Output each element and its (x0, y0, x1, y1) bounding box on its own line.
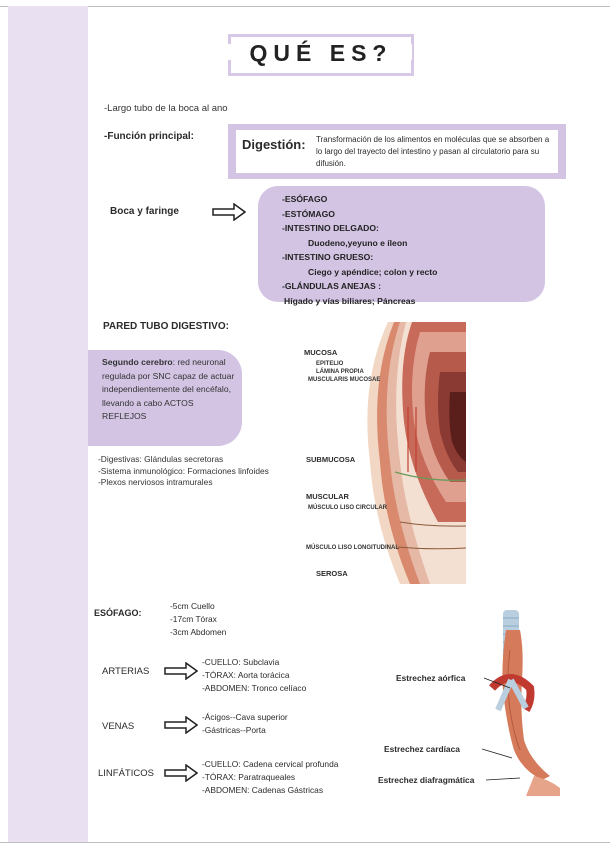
linfaticos-list (202, 758, 338, 797)
linfatico-item: -ABDOMEN: Cadenas Gástricas (202, 785, 324, 795)
arrow-right-icon (164, 716, 198, 734)
vena-item: -Gástricas--Porta (202, 725, 266, 735)
digestion-definition: Transformación de los alimentos en moléculas que se absorben a lo largo del trayecto del intestino y pasan al circulatorio para su difusión. (316, 135, 550, 168)
pared-heading: PARED TUBO DIGESTIVO: (103, 321, 229, 332)
bottom-border (0, 842, 610, 843)
arrow-right-icon (212, 203, 246, 221)
vena-item: -Ácigos--Cava superior (202, 712, 288, 722)
pared-item: -Sistema inmunológico: Formaciones linfoides (98, 465, 269, 476)
estrechez-cardiaca: Estrechez cardíaca (384, 744, 460, 754)
segundo-cerebro-desc: : red neuronal regulada por SNC capaz de actuar independientemente del encéfalo, llevando a cabo ACTOS REFLEJOS (102, 357, 235, 421)
organ-estomago: -ESTÓMAGO (282, 208, 335, 219)
top-border (0, 6, 610, 7)
digestion-term: Digestión: (242, 137, 306, 152)
label-submucosa: SUBMUCOSA (306, 455, 356, 464)
label-epitelio: EPITELIO (316, 361, 344, 367)
arterias-list (202, 656, 306, 695)
label-mucosa: MUCOSA (304, 348, 338, 357)
estrechez-diafragmatica: Estrechez diafragmática (378, 775, 475, 785)
arterias-label: ARTERIAS (102, 666, 150, 677)
label-muscularis-mucosae: MUSCULARIS MUCOSAE (308, 377, 381, 383)
arrow-right-icon (164, 764, 198, 782)
length-item: -5cm Cuello (170, 601, 215, 611)
pointer-lines (470, 674, 530, 784)
linfaticos-label: LINFÁTICOS (98, 768, 154, 779)
arteria-item: -TÓRAX: Aorta torácica (202, 670, 290, 680)
organ-intestino-grueso: -INTESTINO GRUESO: (282, 252, 374, 262)
segundo-cerebro-text (102, 356, 236, 424)
funcion-label: -Función principal: (104, 131, 194, 142)
label-musculo-liso: MÚSCULO LISO CIRCULAR (308, 505, 387, 511)
estrechez-aortica: Estrechez aórfica (396, 673, 466, 683)
esofago-label: ESÓFAGO: (94, 608, 142, 618)
pared-item: -Plexos nerviosos intramurales (98, 477, 213, 487)
organ-esofago: -ESÓFAGO (282, 194, 328, 204)
label-musculo-long: MÚSCULO LISO LONGITUDINAL (306, 545, 399, 551)
sidebar-band (8, 6, 88, 842)
organs-list (282, 192, 437, 308)
organ-glandulas: -GLÁNDULAS ANEJAS : (282, 281, 381, 291)
arrow-right-icon (164, 662, 198, 680)
label-serosa: SEROSA (316, 569, 348, 578)
organ-grueso-parts: Ciego y apéndice; colon y recto (308, 266, 438, 277)
pared-item: -Digestivas: Glándulas secretoras (98, 454, 224, 464)
page-title: QUÉ ES? (249, 40, 393, 66)
label-lamina: LÁMINA PROPIA (316, 369, 364, 375)
pared-list (98, 454, 269, 489)
venas-list (202, 711, 288, 737)
label-muscular: MUSCULAR (306, 492, 349, 501)
organ-glandulas-parts: Hígado y vías biliares; Páncreas (284, 295, 416, 306)
segundo-cerebro-term: Segundo cerebro (102, 357, 173, 367)
organ-intestino-delgado: -INTESTINO DELGADO: (282, 223, 379, 233)
arteria-item: -CUELLO: Subclavia (202, 657, 280, 667)
linfatico-item: -CUELLO: Cadena cervical profunda (202, 759, 339, 769)
boca-faringe-label: Boca y faringe (110, 206, 179, 217)
venas-label: VENAS (102, 721, 135, 732)
linfatico-item: -TÓRAX: Paratraqueales (202, 772, 296, 782)
organ-delgado-parts: Duodeno,yeyuno e íleon (308, 237, 408, 248)
intro-text: -Largo tubo de la boca al ano (104, 103, 228, 114)
length-item: -17cm Tórax (170, 614, 217, 624)
length-item: -3cm Abdomen (170, 627, 227, 637)
esofago-lengths (170, 600, 226, 639)
arteria-item: -ABDOMEN: Tronco celíaco (202, 683, 307, 693)
